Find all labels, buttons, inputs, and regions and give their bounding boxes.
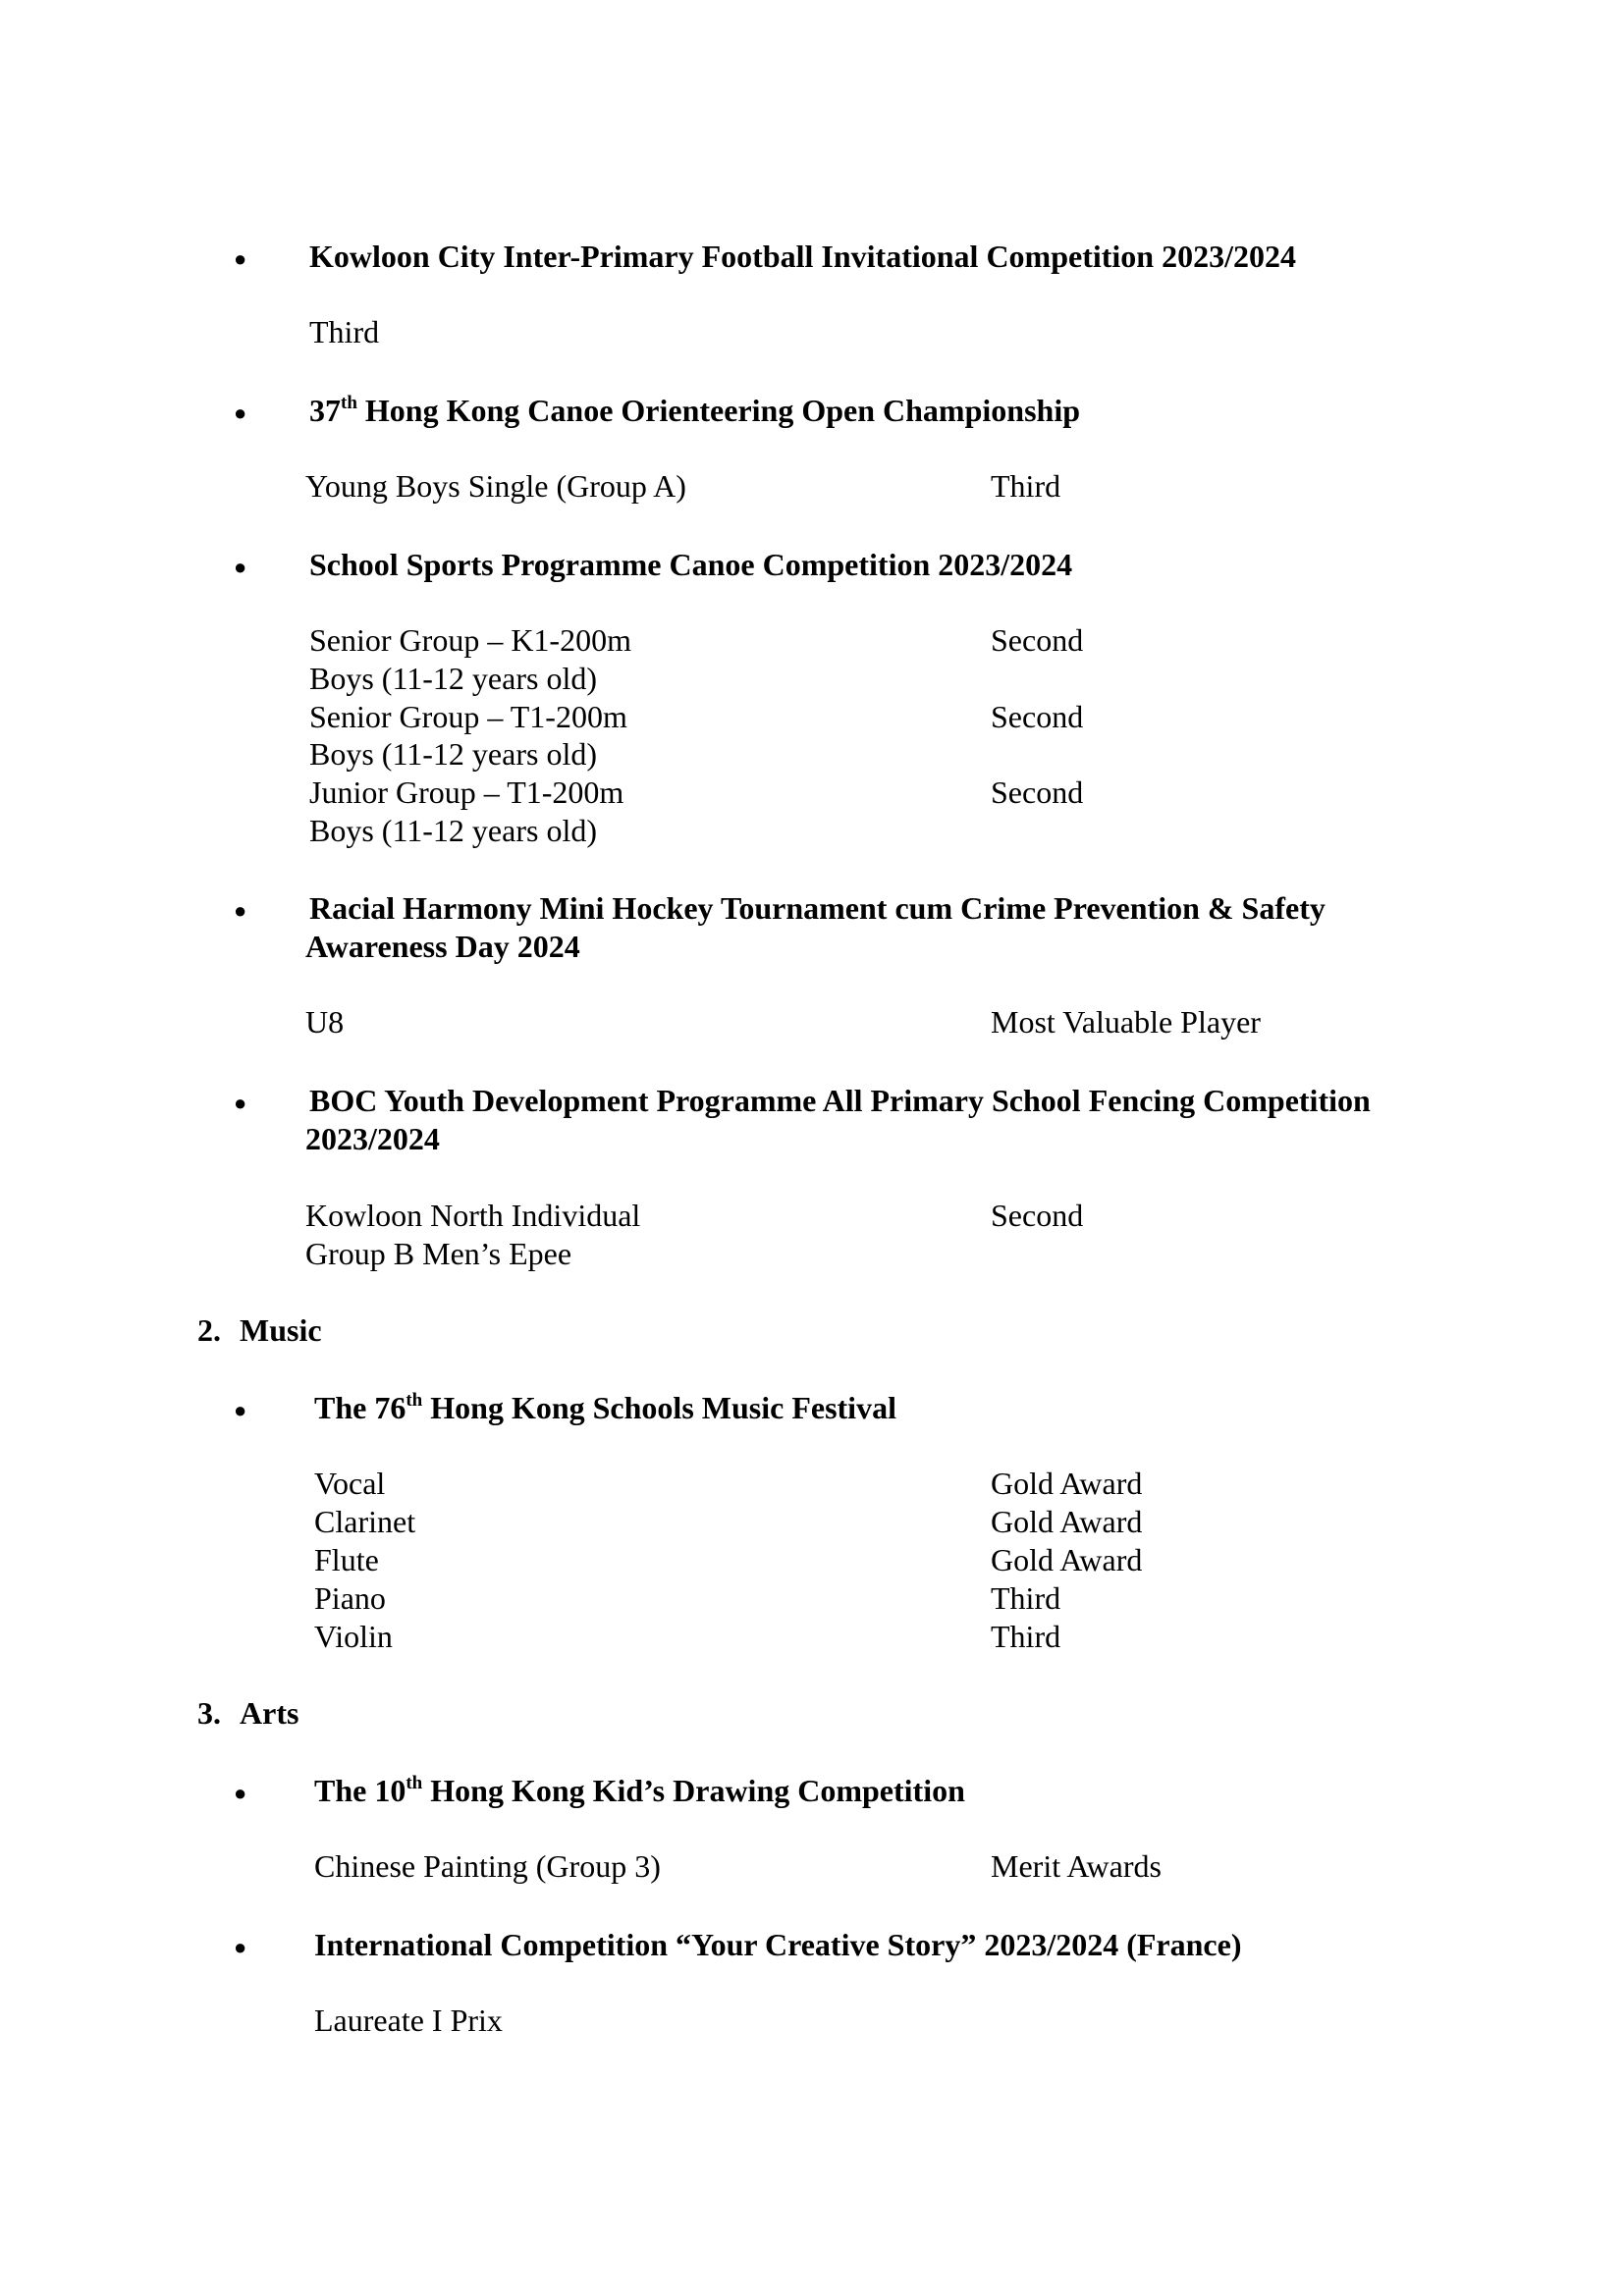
result-category: Young Boys Single (Group A) [305,468,686,504]
result-category: Group B Men’s Epee [305,1236,572,1271]
event-title: 37th Hong Kong Canoe Orienteering Open Championship [309,393,1080,428]
bullet: ● [234,898,247,923]
result-award: Third [991,1580,1061,1616]
result-category: Chinese Painting (Group 3) [314,1848,661,1884]
result-category: Piano [314,1580,386,1616]
section-number: 3. [197,1695,221,1731]
result-category: Junior Group – T1-200m [309,774,624,810]
result-award: Merit Awards [991,1848,1162,1884]
result-category: Senior Group – K1-200m [309,622,631,658]
result-category: Flute [314,1542,379,1577]
result-award: Gold Award [991,1466,1143,1501]
result-award: Most Valuable Player [991,1004,1261,1040]
event-title: Racial Harmony Mini Hockey Tournament cum Crime Prevention & Safety [309,890,1326,926]
result-award: Third [991,468,1061,504]
result-award: Second [991,1198,1084,1233]
bullet: ● [234,1781,247,1805]
section-heading: Music [240,1312,322,1348]
event-title: 2023/2024 [305,1121,440,1156]
bullet: ● [234,1398,247,1422]
result-category: Clarinet [314,1504,416,1539]
event-title: School Sports Programme Canoe Competition 2023/2024 [309,547,1073,582]
result-award: Second [991,622,1084,658]
result-award: Gold Award [991,1504,1143,1539]
result-category: Boys (11-12 years old) [309,813,597,848]
bullet: ● [234,555,247,579]
event-result: Laureate I Prix [314,2002,503,2038]
bullet: ● [234,1935,247,1959]
result-award: Second [991,699,1084,734]
event-title: The 76th Hong Kong Schools Music Festival [314,1390,896,1425]
result-category: Boys (11-12 years old) [309,736,597,772]
result-category: U8 [305,1004,345,1040]
section-heading: Arts [240,1695,299,1731]
result-category: Boys (11-12 years old) [309,661,597,696]
bullet: ● [234,246,247,271]
result-category: Vocal [314,1466,386,1501]
section-number: 2. [197,1312,221,1348]
result-category: Senior Group – T1-200m [309,699,627,734]
result-award: Second [991,774,1084,810]
result-award: Third [991,1619,1061,1654]
event-title: Kowloon City Inter-Primary Football Invitational Competition 2023/2024 [309,239,1296,274]
event-result: Third [309,314,380,349]
bullet: ● [234,1091,247,1115]
bullet: ● [234,400,247,425]
result-category: Violin [314,1619,393,1654]
event-title: The 10th Hong Kong Kid’s Drawing Competition [314,1773,965,1808]
result-category: Kowloon North Individual [305,1198,641,1233]
event-title: BOC Youth Development Programme All Primary School Fencing Competition [309,1083,1371,1118]
result-award: Gold Award [991,1542,1143,1577]
event-title: International Competition “Your Creative Story” 2023/2024 (France) [314,1927,1242,1962]
event-title: Awareness Day 2024 [305,929,580,964]
